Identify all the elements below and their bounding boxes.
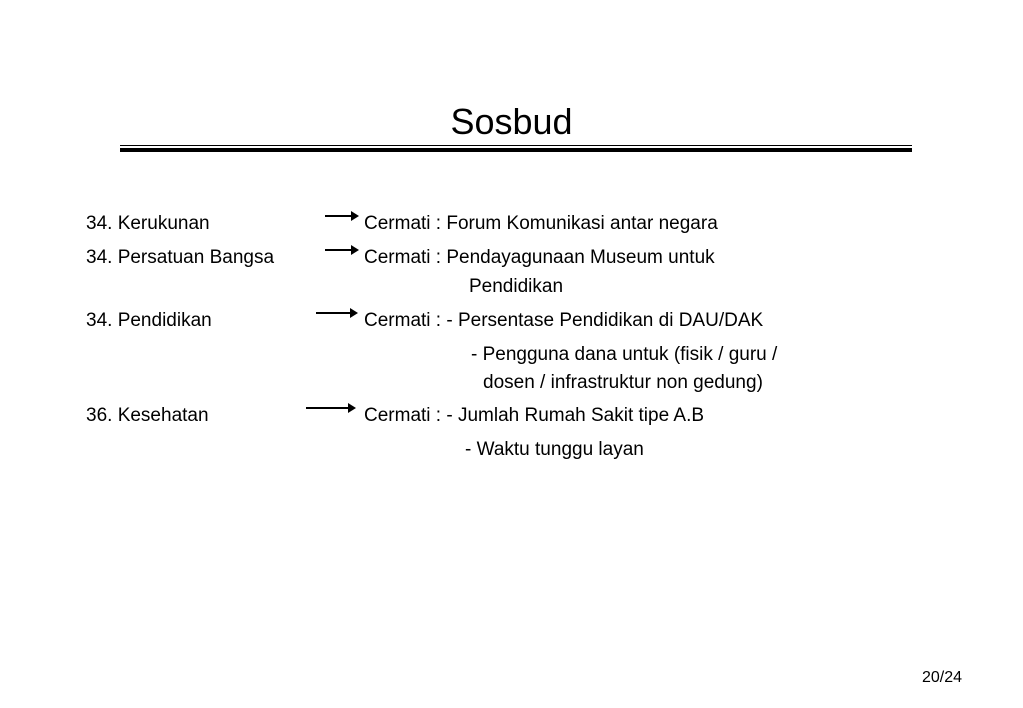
title-underline [120,145,912,152]
row-3-detail: Cermati : - Persentase Pendidikan di DAU/DAK [364,310,764,331]
slide-title: Sosbud [450,101,573,142]
row-2-detail: Cermati : Pendayagunaan Museum untuk [364,247,715,268]
row-1-detail: Cermati : Forum Komunikasi antar negara [364,213,718,234]
underline-thick [120,148,912,152]
row-4-arrow-icon [306,402,356,414]
row-3-sub-item-1-continued: dosen / infrastruktur non gedung) [483,372,763,393]
underline-thin [120,145,912,146]
row-2-label: 34. Persatuan Bangsa [86,247,275,268]
row-4-sub-item-1: - Waktu tunggu layan [465,439,644,460]
row-1-arrow-icon [325,210,359,222]
page-number: 20/24 [922,669,963,686]
row-3-arrow-icon [316,307,358,319]
row-3-sub-item-1: - Pengguna dana untuk (fisik / guru / [471,344,778,365]
row-4-label: 36. Kesehatan [86,405,209,426]
row-4-detail: Cermati : - Jumlah Rumah Sakit tipe A.B [364,405,705,426]
row-1-label: 34. Kerukunan [86,213,210,234]
row-2-detail-continued: Pendidikan [469,276,564,297]
row-3-label: 34. Pendidikan [86,310,212,331]
row-2-arrow-icon [325,244,359,256]
